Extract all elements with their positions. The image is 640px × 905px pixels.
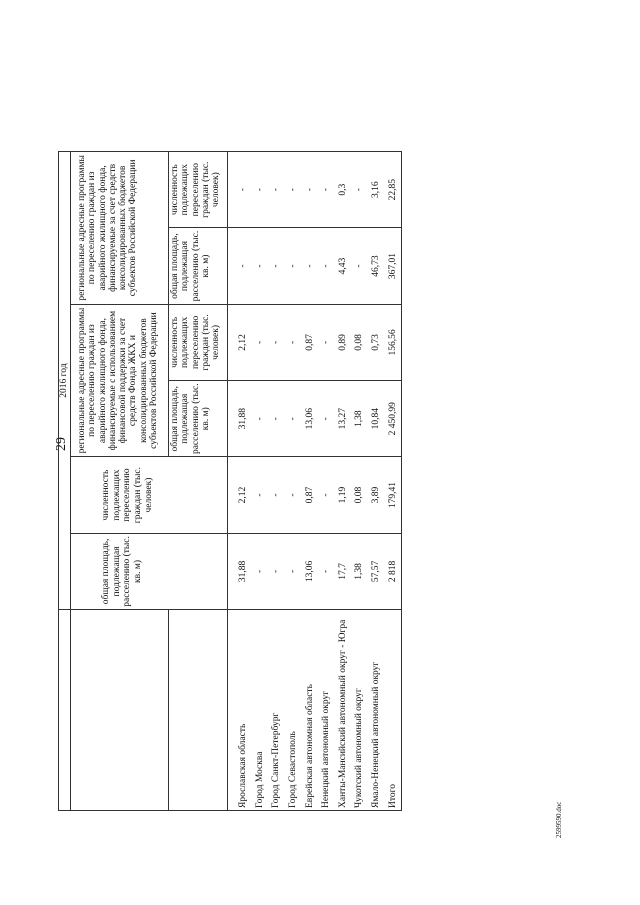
value-cell: 31,88	[228, 381, 252, 457]
value-cell: 22,85	[385, 152, 402, 228]
value-cell: 17,7	[335, 533, 352, 609]
value-cell: 2,12	[228, 457, 252, 533]
page-number: 29	[54, 437, 69, 451]
value-cell: 1,38	[351, 533, 368, 609]
value-cell: -	[318, 457, 335, 533]
table-row	[252, 152, 269, 811]
region-name-cell: Чукотский автономный округ	[351, 610, 368, 811]
table-row	[302, 152, 319, 811]
value-cell: 13,27	[335, 381, 352, 457]
region-name-cell: Ханты-Мансийский автономный округ - Югра	[335, 610, 352, 811]
group-regional-header: региональные адресные программы по переселению граждан из аварийного жилищного фонда, финансируемые за счет средств консолидированных бюджетов субъектов Российской Федерации	[71, 152, 169, 305]
col-people-regional-header: численность подлежащих переселению граждан (тыс. человек)	[169, 152, 228, 228]
value-cell: -	[228, 228, 252, 304]
value-cell: 0,89	[335, 304, 352, 380]
region-name-cell: Город Москва	[252, 610, 269, 811]
value-cell: -	[252, 304, 269, 380]
value-cell: -	[302, 228, 319, 304]
region-name-cell: Итого	[385, 610, 402, 811]
value-cell: -	[285, 304, 302, 380]
value-cell: 3,16	[368, 152, 385, 228]
value-cell: 31,88	[228, 533, 252, 609]
table-row	[268, 152, 285, 811]
value-cell: 179,41	[385, 457, 402, 533]
value-cell: -	[285, 457, 302, 533]
value-cell: -	[268, 533, 285, 609]
table-row	[351, 152, 368, 811]
region-name-cell: Город Севастополь	[285, 610, 302, 811]
value-cell: 0,08	[351, 457, 368, 533]
value-cell: -	[252, 228, 269, 304]
value-cell: -	[318, 533, 335, 609]
value-cell: -	[318, 152, 335, 228]
value-cell: 2 818	[385, 533, 402, 609]
value-cell: -	[252, 457, 269, 533]
value-cell: -	[351, 228, 368, 304]
value-cell: 46,73	[368, 228, 385, 304]
col-area-total-header: общая площадь, подлежащая расселению (тыс. кв. м)	[71, 533, 228, 609]
value-cell: 13,06	[302, 533, 319, 609]
col-area-regional-header: общая площадь, подлежащая расселению (тыс. кв. м)	[169, 228, 228, 304]
value-cell: 0,3	[335, 152, 352, 228]
value-cell: -	[268, 228, 285, 304]
value-cell: 13,06	[302, 381, 319, 457]
value-cell: -	[285, 533, 302, 609]
region-name-cell: Ненецкий автономный округ	[318, 610, 335, 811]
region-name-cell: Ярославская область	[228, 610, 252, 811]
value-cell: -	[268, 381, 285, 457]
region-name-cell: Еврейская автономная область	[302, 610, 319, 811]
region-name-cell: Город Санкт-Петербург	[268, 610, 285, 811]
group-fzkh-header: региональные адресные программы по переселению граждан из аварийного жилищного фонда, финансируемые с использованием финансовой поддержки за счет средств Фонда ЖКХ и консолидированных бюджетов субъектов Российской Федерации	[71, 304, 169, 457]
value-cell: -	[285, 381, 302, 457]
table-row	[318, 152, 335, 811]
value-cell: 0,73	[368, 304, 385, 380]
value-cell: -	[285, 228, 302, 304]
value-cell: -	[351, 152, 368, 228]
value-cell: 57,57	[368, 533, 385, 609]
table-row	[228, 152, 252, 811]
table-row	[285, 152, 302, 811]
value-cell: 10,84	[368, 381, 385, 457]
region-header	[59, 610, 71, 811]
value-cell: 3,89	[368, 457, 385, 533]
table-body	[228, 152, 402, 811]
value-cell: 2 450,99	[385, 381, 402, 457]
value-cell: -	[228, 152, 252, 228]
col-area-fzkh-header: общая площадь, подлежащая расселению (тыс. кв. м)	[169, 381, 228, 457]
value-cell: 0,08	[351, 304, 368, 380]
value-cell: 1,38	[351, 381, 368, 457]
value-cell: -	[302, 152, 319, 228]
col-people-fzkh-header: численность подлежащих переселению граждан (тыс. человек)	[169, 304, 228, 380]
table-row	[385, 152, 402, 811]
value-cell: 367,01	[385, 228, 402, 304]
value-cell: -	[252, 533, 269, 609]
table-row	[335, 152, 352, 811]
value-cell: -	[318, 304, 335, 380]
value-cell: 2,12	[228, 304, 252, 380]
value-cell: 0,87	[302, 457, 319, 533]
value-cell: 0,87	[302, 304, 319, 380]
value-cell: -	[285, 152, 302, 228]
year-header: 2016 год	[59, 152, 71, 610]
value-cell: -	[252, 152, 269, 228]
value-cell: 1,19	[335, 457, 352, 533]
value-cell: -	[268, 457, 285, 533]
region-name-cell: Ямало-Ненецкий автономный округ	[368, 610, 385, 811]
col-people-total-header: численность подлежащих переселению граждан (тыс. человек)	[71, 457, 228, 533]
value-cell: -	[268, 304, 285, 380]
value-cell: -	[252, 381, 269, 457]
document-code: 2599590.doc	[555, 801, 563, 838]
value-cell: 4,43	[335, 228, 352, 304]
value-cell: 156,56	[385, 304, 402, 380]
resettlement-table	[58, 151, 402, 811]
value-cell: -	[318, 381, 335, 457]
value-cell: -	[318, 228, 335, 304]
value-cell: -	[268, 152, 285, 228]
table-row	[368, 152, 385, 811]
